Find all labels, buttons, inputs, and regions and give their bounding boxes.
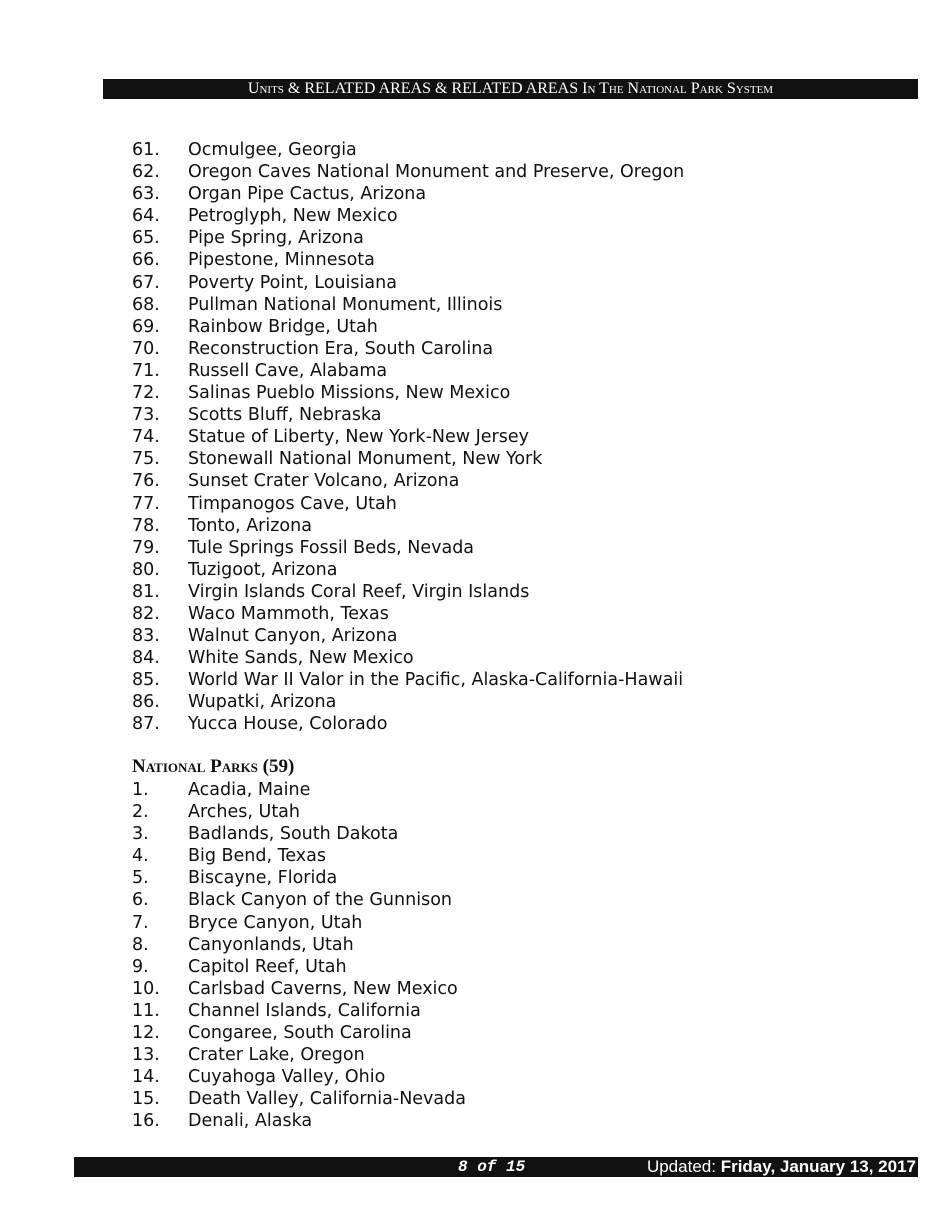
list-item-number: 6. [132,890,149,911]
list-item [132,294,892,316]
list-item-number: 11. [132,1000,160,1021]
list-item [132,934,892,956]
list-item-name: Yucca House, Colorado [188,714,388,735]
list-item-number: 67. [132,272,160,293]
list-item-name: Badlands, South Dakota [188,824,399,845]
list-item-number: 13. [132,1045,160,1066]
list-item-number: 82. [132,603,160,624]
list-item [132,1110,892,1132]
list-item-name: Congaree, South Carolina [188,1023,412,1044]
list-item [132,382,892,404]
list-item-number: 77. [132,493,160,514]
list-item-name: Scotts Bluff, Nebraska [188,405,382,426]
list-item-number: 15. [132,1089,160,1110]
list-item [132,867,892,889]
page-indicator: 8 of 15 [458,1158,526,1176]
list-item-name: White Sands, New Mexico [188,648,414,669]
list-item-number: 81. [132,581,160,602]
list-item-number: 68. [132,294,160,315]
list-item-name: Capitol Reef, Utah [188,956,347,977]
list-item [132,227,892,249]
list-item-name: Stonewall National Monument, New York [188,449,543,470]
list-item-number: 9. [132,956,149,977]
list-item [132,139,892,161]
list-item-number: 3. [132,824,149,845]
list-item-number: 83. [132,626,160,647]
list-item-number: 8. [132,934,149,955]
list-item [132,426,892,448]
list-item-number: 85. [132,670,160,691]
list-item-name: Bryce Canyon, Utah [188,912,363,933]
list-item [132,316,892,338]
list-item-name: Tuzigoot, Arizona [188,559,338,580]
national-parks-list [132,779,892,1133]
list-item-number: 12. [132,1023,160,1044]
list-item-number: 76. [132,471,160,492]
list-item [132,493,892,515]
list-item [132,779,892,801]
list-item-name: Cuyahoga Valley, Ohio [188,1067,386,1088]
list-item-name: Poverty Point, Louisiana [188,272,397,293]
list-item [132,1022,892,1044]
list-item-number: 74. [132,427,160,448]
page-header-bar [103,79,918,99]
list-item-number: 63. [132,184,160,205]
list-item-number: 61. [132,140,160,160]
list-item-name: Death Valley, California-Nevada [188,1089,466,1110]
list-item-name: Russell Cave, Alabama [188,360,388,381]
list-item [132,537,892,559]
list-item-name: Pullman National Monument, Illinois [188,294,503,315]
list-item [132,823,892,845]
list-item-name: Organ Pipe Cactus, Arizona [188,184,427,205]
list-item-name: Carlsbad Caverns, New Mexico [188,978,458,999]
list-item [132,1066,892,1088]
list-item-name: Virgin Islands Coral Reef, Virgin Islands [188,581,530,602]
list-item [132,1000,892,1022]
list-item [132,801,892,823]
list-item-name: Canyonlands, Utah [188,934,354,955]
list-item-number: 62. [132,162,160,183]
list-item-name: Crater Lake, Oregon [188,1045,365,1066]
list-item [132,1044,892,1066]
list-item-number: 66. [132,250,160,271]
list-item-number: 71. [132,360,160,381]
updated-label: Updated: [646,1157,716,1176]
list-item-name: Big Bend, Texas [188,846,327,867]
list-item-number: 65. [132,228,160,249]
list-item [132,581,892,603]
list-item-number: 16. [132,1111,160,1132]
list-item-name: Denali, Alaska [188,1111,313,1132]
updated-stamp [647,1157,916,1177]
list-item [132,205,892,227]
list-item [132,889,892,911]
list-item-name: World War II Valor in the Pacific, Alaska-California-Hawaii [188,670,684,691]
list-item [132,1088,892,1110]
list-item [132,713,892,735]
list-item-number: 79. [132,537,160,558]
national-parks-heading: National Parks (59) [132,756,295,777]
list-item-name: Wupatki, Arizona [188,692,337,713]
list-item-number: 80. [132,559,160,580]
list-item-name: Timpanogos Cave, Utah [188,493,397,514]
list-item [132,912,892,934]
list-item-number: 7. [132,912,149,933]
list-item [132,338,892,360]
monuments-list [132,139,892,736]
list-item-number: 78. [132,515,160,536]
list-item-name: Sunset Crater Volcano, Arizona [188,471,460,492]
list-item [132,515,892,537]
list-item-number: 2. [132,802,149,823]
list-item-name: Acadia, Maine [188,780,311,800]
list-item-name: Arches, Utah [188,802,300,823]
list-item-number: 73. [132,405,160,426]
list-item [132,360,892,382]
list-item-name: Black Canyon of the Gunnison [188,890,452,911]
page-header-title: Units & RELATED AREAS & RELATED AREAS In The National Park System [247,80,774,97]
list-item [132,978,892,1000]
list-item-number: 69. [132,316,160,337]
list-item-number: 64. [132,206,160,227]
list-item [132,161,892,183]
list-item-name: Ocmulgee, Georgia [188,140,357,160]
list-item [132,448,892,470]
list-item-number: 4. [132,846,149,867]
list-item-name: Tule Springs Fossil Beds, Nevada [188,537,475,558]
list-item [132,845,892,867]
list-item [132,669,892,691]
list-item [132,183,892,205]
list-item-name: Statue of Liberty, New York-New Jersey [188,427,529,448]
list-item-name: Rainbow Bridge, Utah [188,316,378,337]
list-item [132,956,892,978]
list-item [132,249,892,271]
list-item-number: 87. [132,714,160,735]
list-item-number: 86. [132,692,160,713]
list-item-name: Salinas Pueblo Missions, New Mexico [188,383,511,404]
list-item [132,272,892,294]
list-item-number: 5. [132,868,149,889]
list-item [132,647,892,669]
list-item-name: Pipe Spring, Arizona [188,228,364,249]
list-item-number: 72. [132,383,160,404]
list-item-name: Pipestone, Minnesota [188,250,375,271]
list-item-name: Waco Mammoth, Texas [188,603,389,624]
list-item-name: Tonto, Arizona [188,515,312,536]
list-item-number: 1. [132,780,149,800]
list-item [132,603,892,625]
list-item-name: Biscayne, Florida [188,868,338,889]
list-item-number: 75. [132,449,160,470]
list-item [132,625,892,647]
list-item [132,691,892,713]
list-item-name: Oregon Caves National Monument and Preserve, Oregon [188,162,685,183]
updated-date: Friday, January 13, 2017 [720,1157,916,1176]
list-item-name: Reconstruction Era, South Carolina [188,338,494,359]
list-item [132,404,892,426]
list-item [132,559,892,581]
list-item-number: 84. [132,648,160,669]
list-item-name: Channel Islands, California [188,1000,421,1021]
list-item-name: Petroglyph, New Mexico [188,206,398,227]
list-item-number: 14. [132,1067,160,1088]
page-footer-bar [74,1157,918,1177]
list-item-number: 10. [132,978,160,999]
list-item-number: 70. [132,338,160,359]
list-item [132,470,892,492]
list-item-name: Walnut Canyon, Arizona [188,626,398,647]
